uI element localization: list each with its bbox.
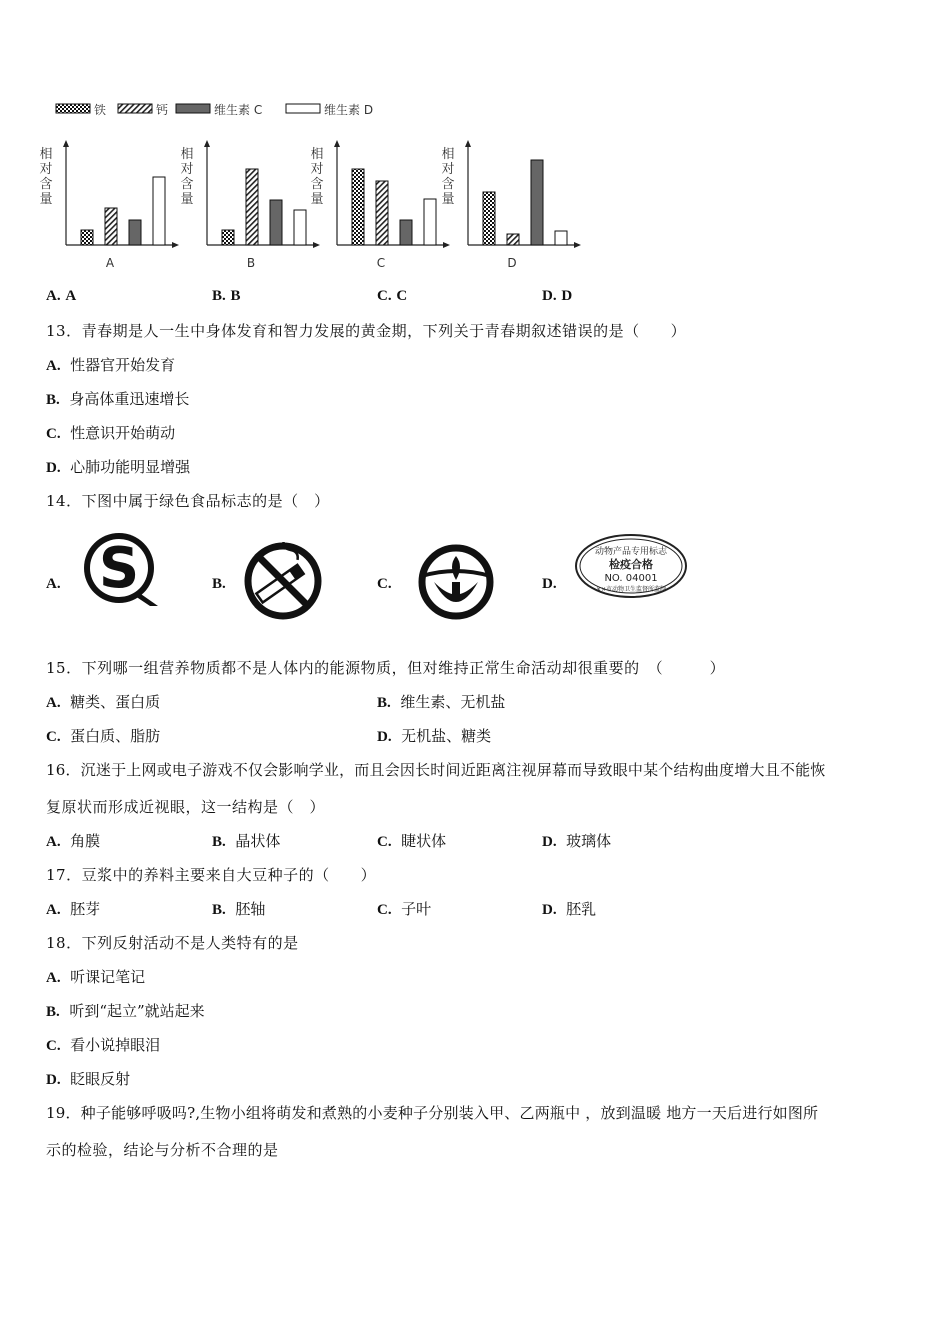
option-letter: C. — [377, 834, 392, 850]
bar-3 — [129, 220, 141, 245]
bar-1 — [483, 192, 495, 245]
y-axis-arrow — [63, 140, 69, 147]
x-axis-arrow — [313, 242, 320, 248]
option-text: 维生素、无机盐 — [400, 693, 506, 711]
y-axis-arrow — [465, 140, 471, 147]
option-text: 眨眼反射 — [70, 1070, 131, 1088]
q16-option-c[interactable] — [377, 830, 446, 851]
x-axis-arrow — [443, 242, 450, 248]
option-text: 看小说掉眼泪 — [70, 1036, 161, 1054]
q18-option-d[interactable] — [46, 1068, 130, 1089]
option-letter: C. — [377, 902, 392, 918]
panel-label: D — [507, 256, 517, 270]
option-text: D — [561, 288, 573, 304]
chart-legend — [56, 102, 373, 117]
legend-swatch — [56, 104, 90, 113]
y-axis-label-char: 相 — [180, 147, 194, 162]
q16-stem-line1: 16．沉迷于上网或电子游戏不仅会影响学业，而且会因长时间近距离注视屏幕而导致眼中某个结构曲度增大且不能恢 — [46, 761, 826, 779]
option-text: 心肺功能明显增强 — [70, 458, 191, 476]
y-axis-label-char: 相 — [39, 147, 53, 162]
option-text: 胚芽 — [70, 900, 101, 918]
bar-2 — [105, 208, 117, 245]
option-text: 听课记笔记 — [70, 968, 146, 986]
bar-3 — [270, 200, 282, 245]
y-axis-label-char: 相 — [441, 147, 455, 162]
y-axis-label-char: 量 — [39, 192, 53, 207]
no-smoking-icon — [240, 542, 326, 620]
quarantine-stamp-icon — [574, 532, 690, 600]
option-a[interactable] — [46, 286, 76, 305]
q17-stem: 17．豆浆中的养料主要来自大豆种子的（ ） — [46, 866, 377, 884]
quality-safety-s-logo-icon — [80, 530, 162, 610]
panel-label: A — [105, 256, 115, 270]
panel-label: C — [376, 256, 386, 270]
option-letter: D. — [46, 1072, 61, 1088]
legend-label: 维生素 C — [214, 103, 263, 117]
q17-option-c[interactable] — [377, 898, 431, 919]
option-letter: B. — [212, 576, 226, 592]
option-letter: D. — [542, 576, 557, 592]
q14-option-d-letter[interactable] — [542, 574, 557, 593]
option-text: 子叶 — [401, 900, 432, 918]
option-letter: A. — [46, 288, 61, 304]
option-letter: A. — [46, 902, 61, 918]
option-letter: C. — [46, 1038, 61, 1054]
q13-option-c[interactable] — [46, 422, 175, 443]
q13-option-b[interactable] — [46, 388, 189, 409]
y-axis-label-char: 相 — [310, 147, 324, 162]
stamp-number-text: NO. 04001 — [604, 573, 658, 584]
option-letter: D. — [542, 288, 557, 304]
option-c[interactable] — [377, 286, 407, 305]
option-text: A — [65, 288, 77, 304]
option-letter: C. — [377, 576, 392, 592]
legend-swatch — [176, 104, 210, 113]
q13-stem: 13．青春期是人一生中身体发育和智力发展的黄金期，下列关于青春期叙述错误的是（ ） — [46, 322, 687, 340]
option-letter: A. — [46, 695, 61, 711]
y-axis-label-char: 对 — [39, 162, 53, 177]
option-letter: D. — [542, 834, 557, 850]
q15-option-a[interactable] — [46, 691, 160, 712]
option-letter: D. — [46, 460, 61, 476]
option-letter: B. — [212, 288, 226, 304]
y-axis-arrow — [334, 140, 340, 147]
stamp-middle-text: 检疫合格 — [609, 558, 653, 571]
option-letter: B. — [212, 902, 226, 918]
bar-2 — [376, 181, 388, 245]
x-axis-arrow — [172, 242, 179, 248]
q13-option-d[interactable] — [46, 456, 190, 477]
q16-option-b[interactable] — [212, 830, 280, 851]
option-text: 睫状体 — [401, 832, 447, 850]
q16-option-d[interactable] — [542, 830, 611, 851]
q18-stem: 18．下列反射活动不是人类特有的是 — [46, 934, 299, 952]
option-letter: C. — [46, 426, 61, 442]
y-axis-label-char: 含 — [441, 177, 455, 192]
q18-option-b[interactable] — [46, 1000, 205, 1021]
q16-option-a[interactable] — [46, 830, 100, 851]
option-letter: B. — [46, 392, 60, 408]
option-text: 性意识开始萌动 — [70, 424, 176, 442]
q14-stem: 14．下图中属于绿色食品标志的是（ ） — [46, 492, 330, 510]
bar-1 — [222, 230, 234, 245]
option-letter: B. — [377, 695, 391, 711]
option-letter: C. — [377, 288, 392, 304]
q17-option-a[interactable] — [46, 898, 100, 919]
svg-text:S: S — [98, 536, 140, 601]
legend-swatch — [118, 104, 152, 113]
q15-option-c[interactable] — [46, 725, 160, 746]
option-letter: B. — [46, 1004, 60, 1020]
q15-option-b[interactable] — [377, 691, 505, 712]
option-text: 玻璃体 — [566, 832, 612, 850]
legend-label: 维生素 D — [324, 103, 374, 117]
option-text: 听到“起立”就站起来 — [69, 1002, 205, 1020]
option-letter: A. — [46, 358, 61, 374]
bar-4 — [424, 199, 436, 245]
option-text: C — [396, 288, 408, 304]
option-d[interactable] — [542, 286, 572, 305]
option-letter: A. — [46, 970, 61, 986]
bar-4 — [153, 177, 165, 245]
bar-3 — [400, 220, 412, 245]
option-text: 胚轴 — [235, 900, 266, 918]
option-letter: A. — [46, 834, 61, 850]
stamp-bottom-text: ××市动物卫生监督所监制 — [595, 586, 667, 593]
green-food-logo-icon — [414, 542, 498, 622]
q17-option-b[interactable] — [212, 898, 265, 919]
y-axis-label-char: 含 — [310, 177, 324, 192]
q15-option-d[interactable] — [377, 725, 491, 746]
q19-stem-line2: 示的检验，结论与分析不合理的是 — [46, 1141, 279, 1159]
option-text: 晶状体 — [235, 832, 281, 850]
bar-2 — [507, 234, 519, 245]
bar-4 — [555, 231, 567, 245]
y-axis-label-char: 对 — [310, 162, 324, 177]
option-text: 角膜 — [70, 832, 101, 850]
option-letter: D. — [542, 902, 557, 918]
y-axis-label-char: 含 — [39, 177, 53, 192]
option-letter: C. — [46, 729, 61, 745]
q15-stem: 15．下列哪一组营养物质都不是人体内的能源物质，但对维持正常生命活动却很重要的 （ ） — [46, 659, 726, 677]
option-letter: D. — [377, 729, 392, 745]
q14-option-b-letter[interactable] — [212, 574, 226, 593]
q17-option-d[interactable] — [542, 898, 596, 919]
option-text: 无机盐、糖类 — [401, 727, 492, 745]
y-axis-label-char: 对 — [180, 162, 194, 177]
y-axis-label-char: 量 — [310, 192, 324, 207]
panel-label: B — [246, 256, 256, 270]
option-text: 糖类、蛋白质 — [70, 693, 161, 711]
bar-3 — [531, 160, 543, 245]
y-axis-label-char: 量 — [441, 192, 455, 207]
option-letter: A. — [46, 576, 61, 592]
q14-option-a-letter[interactable] — [46, 574, 61, 593]
legend-label: 钙 — [156, 103, 169, 117]
q14-option-c-letter[interactable] — [377, 574, 392, 593]
option-letter: B. — [212, 834, 226, 850]
bar-1 — [81, 230, 93, 245]
y-axis-arrow — [204, 140, 210, 147]
y-axis-label-char: 量 — [180, 192, 194, 207]
legend-label: 铁 — [94, 103, 107, 117]
q19-stem-line1: 19．种子能够呼吸吗?,生物小组将萌发和煮熟的小麦种子分别装入甲、乙两瓶中 ，放到温暖 地方一天后进行如图所 — [46, 1104, 819, 1122]
x-axis-arrow — [574, 242, 581, 248]
stamp-top-text: 动物产品专用标志 — [594, 547, 668, 557]
legend-swatch — [286, 104, 320, 113]
option-text: 身高体重迅速增长 — [69, 390, 190, 408]
option-text: 胚乳 — [566, 900, 597, 918]
bar-1 — [352, 169, 364, 245]
option-text: 性器官开始发育 — [70, 356, 176, 374]
y-axis-label-char: 含 — [180, 177, 194, 192]
bar-4 — [294, 210, 306, 245]
q16-stem-line2: 复原状而形成近视眼，这一结构是（ ） — [46, 798, 326, 816]
q18-option-c[interactable] — [46, 1034, 160, 1055]
y-axis-label-char: 对 — [441, 162, 455, 177]
nutrient-bar-charts — [0, 90, 620, 280]
option-b[interactable] — [212, 286, 241, 305]
option-text: B — [230, 288, 241, 304]
q13-option-a[interactable] — [46, 354, 175, 375]
option-text: 蛋白质、脂肪 — [70, 727, 161, 745]
bar-2 — [246, 169, 258, 245]
q18-option-a[interactable] — [46, 966, 145, 987]
